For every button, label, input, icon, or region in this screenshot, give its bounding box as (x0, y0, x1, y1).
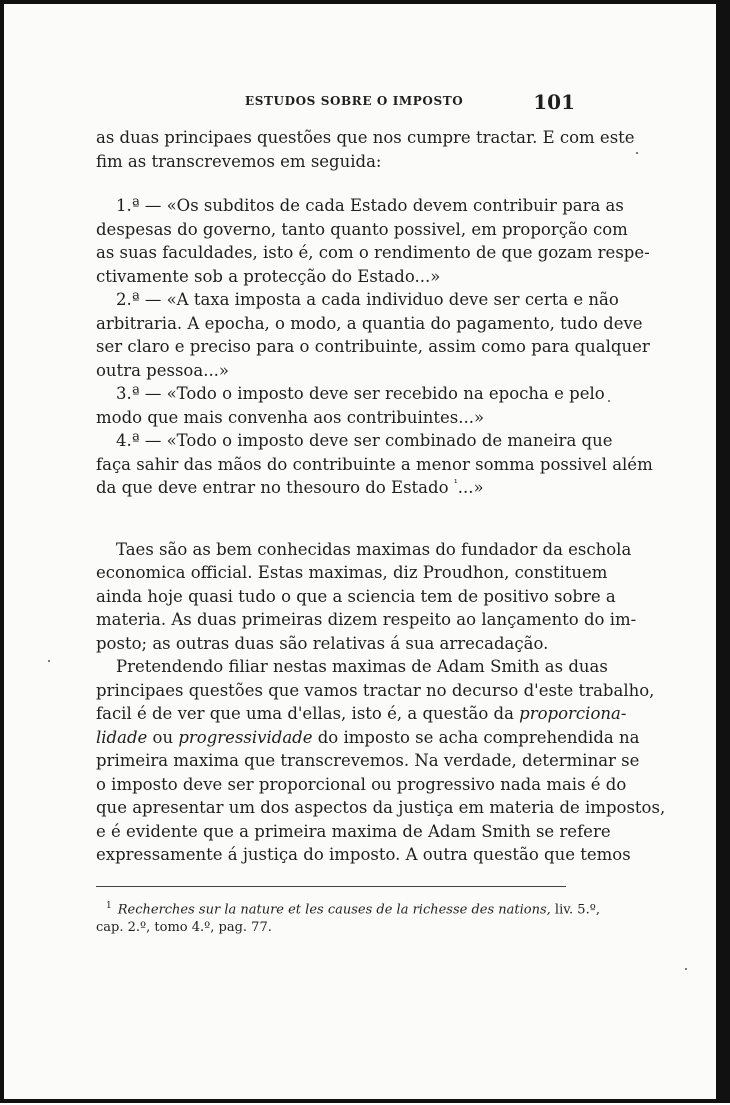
text-line: ser claro e preciso para o contribuinte, assim como para qualquer (96, 337, 650, 356)
text-fragment: ou (147, 727, 179, 747)
text-line: faça sahir das mãos do contribuinte a menor somma possivel além (96, 454, 653, 474)
text-line (96, 702, 627, 726)
paper-speck (48, 660, 50, 662)
text-line: as suas faculdades, isto é, com o rendimento de que gozam respe- (96, 243, 650, 262)
text-line: principaes questões que vamos tractar no decurso d'este trabalho, (96, 680, 655, 700)
text-line: ainda hoje quasi tudo o que a sciencia tem de positivo sobre a (96, 586, 616, 606)
text-fragment: do imposto se acha comprehendida na (312, 727, 640, 747)
text-fragment: da que deve entrar no thesouro do Estado (96, 478, 449, 497)
italic-term: proporciona- (519, 704, 627, 723)
footnote-mark: 1 (106, 901, 112, 911)
text-line: outra pessoa...» (96, 360, 230, 380)
text-line: o imposto deve ser proporcional ou progressivo nada mais é do (96, 774, 627, 794)
maxim-1-line: 1.ª — «Os subditos de cada Estado devem contribuir para as (116, 196, 624, 215)
text-line (96, 476, 574, 500)
footnote-title: Recherches sur la nature et les causes de la richesse des nations, (117, 902, 551, 918)
text-line: ctivamente sob a protecção do Estado...» (96, 266, 441, 286)
text-fragment: facil é de ver que uma d'ellas, isto é, a questão da (96, 704, 520, 723)
italic-term: lidade (96, 727, 148, 747)
text-line: economica official. Estas maximas, diz Proudhon, constituem (96, 563, 608, 582)
text-line: as duas principaes questões que nos cumpre tractar. E com este (96, 128, 635, 147)
text-line: Pretendendo filiar nestas maximas de Adam Smith as duas (116, 657, 608, 676)
text-line: materia. As duas primeiras dizem respeito ao lançamento do im- (96, 610, 637, 629)
footnote-ref: liv. 5.º, (550, 902, 600, 918)
text-line: fim as transcrevemos em seguida: (96, 151, 382, 171)
text-line: modo que mais convenha aos contribuintes...» (96, 407, 485, 427)
text-line: posto; as outras duas são relativas á sua arrecadação. (96, 633, 549, 653)
text-line: primeira maxima que transcrevemos. Na verdade, determinar se (96, 751, 640, 770)
paper-speck (685, 968, 687, 970)
text-line: expressamente á justiça do imposto. A outra questão que temos (96, 845, 631, 864)
italic-term: progressividade (178, 727, 313, 747)
text-line: que apresentar um dos aspectos da justiça em materia de impostos, (96, 798, 666, 817)
page-number: 101 (533, 90, 575, 114)
text-line: despesas do governo, tanto quanto possivel, em proporção com (96, 219, 628, 239)
text-line: e é evidente que a primeira maxima de Adam Smith se refere (96, 821, 611, 841)
footnote-divider (96, 886, 566, 887)
running-title: ESTUDOS SOBRE O IMPOSTO (245, 94, 464, 108)
text-line: arbitraria. A epocha, o modo, a quantia do pagamento, tudo deve (96, 313, 643, 333)
maxim-3-line: 3.ª — «Todo o imposto deve ser recebido na epocha e pelo (116, 384, 605, 403)
footnote-reference: ¹ (453, 478, 458, 490)
maxim-2-line: 2.ª — «A taxa imposta a cada individuo deve ser certa e não (116, 290, 619, 309)
footnote-line: cap. 2.º, tomo 4.º, pag. 77. (96, 920, 272, 936)
footnote-line (96, 897, 600, 919)
text-line: Taes são as bem conhecidas maximas do fundador da eschola (116, 539, 632, 559)
text-fragment: ...» (457, 478, 484, 497)
footnote (96, 897, 600, 937)
paper-speck (636, 152, 638, 154)
page-header (245, 92, 575, 116)
paper-speck (608, 400, 610, 402)
text-line (96, 726, 640, 750)
page-body (96, 126, 666, 867)
maxim-4-line: 4.ª — «Todo o imposto deve ser combinado de maneira que (116, 431, 613, 450)
